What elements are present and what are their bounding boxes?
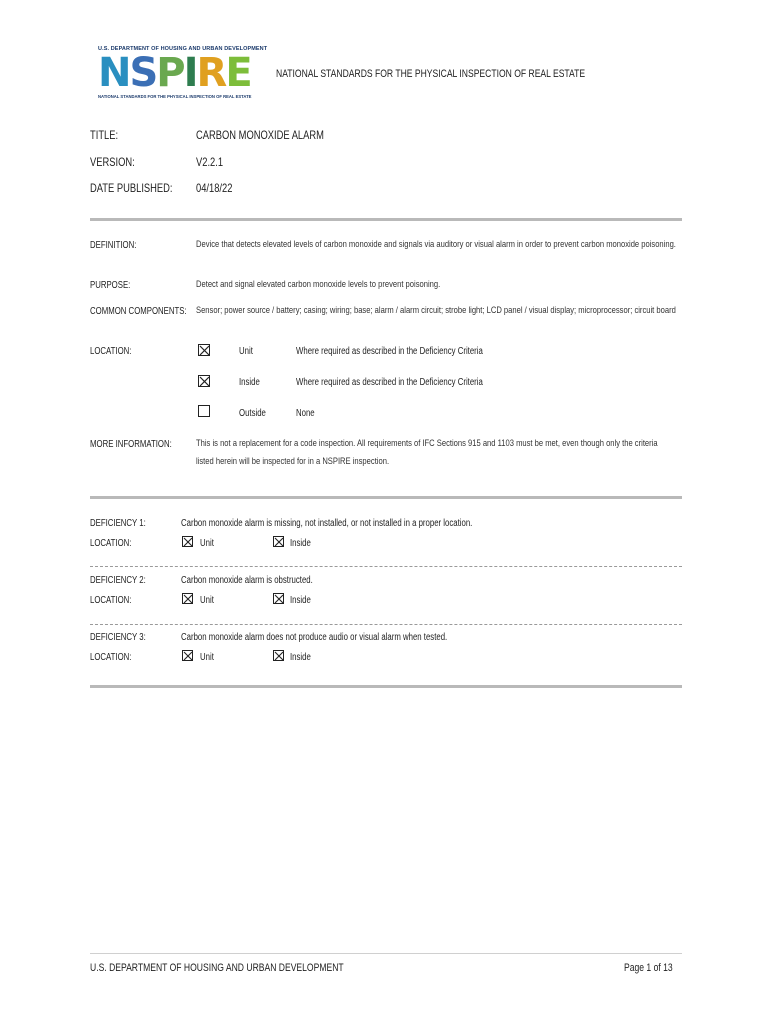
logo-letter-s: S — [129, 50, 157, 96]
logo-agency-text: U.S. DEPARTMENT OF HOUSING AND URBAN DEVELOPMENT — [98, 46, 268, 52]
location-unit-checkbox[interactable] — [198, 344, 210, 356]
location-outside-desc: None — [296, 408, 315, 419]
deficiency-3-location-label: LOCATION: — [90, 652, 132, 663]
logo-wordmark — [98, 50, 251, 96]
location-outside-checkbox[interactable] — [198, 405, 210, 417]
date-published-value: 04/18/22 — [196, 181, 233, 195]
deficiency-2-location-label: LOCATION: — [90, 595, 132, 606]
checked-x-icon — [274, 537, 285, 548]
deficiency-3-unit-label: Unit — [200, 652, 214, 663]
location-inside-desc: Where required as described in the Deficiency Criteria — [296, 377, 483, 388]
footer-agency: U.S. DEPARTMENT OF HOUSING AND URBAN DEVELOPMENT — [90, 962, 344, 974]
deficiency-divider — [90, 566, 682, 567]
footer-divider — [90, 953, 682, 954]
purpose-label: PURPOSE: — [90, 280, 131, 291]
document-header-title: NATIONAL STANDARDS FOR THE PHYSICAL INSPECTION OF REAL ESTATE — [275, 68, 585, 80]
deficiency-1-label: DEFICIENCY 1: — [90, 518, 146, 529]
location-unit-name: Unit — [239, 346, 253, 357]
deficiency-3-inside-label: Inside — [290, 652, 311, 663]
deficiency-1-unit-label: Unit — [200, 538, 214, 549]
logo-letter-p: P — [156, 50, 184, 96]
deficiency-3-unit-checkbox[interactable] — [182, 650, 193, 661]
logo-letter-n: N — [98, 50, 130, 96]
logo-letter-i: I — [183, 50, 197, 96]
deficiency-2-text: Carbon monoxide alarm is obstructed. — [181, 575, 313, 586]
location-inside-checkbox[interactable] — [198, 375, 210, 387]
more-info-text: This is not a replacement for a code inspection. All requirements of IFC Sections 915 and 1103 must be met, even though only the criteria listed herein will be inspected for in a NSPIRE inspection. — [196, 438, 658, 467]
definition-label: DEFINITION: — [90, 240, 137, 251]
deficiency-2-unit-label: Unit — [200, 595, 214, 606]
deficiency-1-location-label: LOCATION: — [90, 538, 132, 549]
title-value: CARBON MONOXIDE ALARM — [196, 128, 324, 142]
checked-x-icon — [199, 376, 211, 388]
components-label: COMMON COMPONENTS: — [90, 306, 187, 317]
deficiency-1-inside-checkbox[interactable] — [273, 536, 284, 547]
components-text: Sensor; power source / battery; casing; wiring; base; alarm / alarm circuit; strobe light; LCD panel / visual display; microprocessor; circuit board — [196, 305, 676, 316]
logo-letter-r: R — [196, 50, 226, 96]
deficiency-2-inside-label: Inside — [290, 595, 311, 606]
deficiency-1-unit-checkbox[interactable] — [182, 536, 193, 547]
purpose-text: Detect and signal elevated carbon monoxide levels to prevent poisoning. — [196, 279, 441, 290]
more-info-label: MORE INFORMATION: — [90, 439, 172, 450]
location-inside-name: Inside — [239, 377, 260, 388]
section-divider — [90, 685, 682, 688]
deficiency-3-text: Carbon monoxide alarm does not produce audio or visual alarm when tested. — [181, 632, 448, 643]
location-unit-desc: Where required as described in the Deficiency Criteria — [296, 346, 483, 357]
nspire-logo — [98, 46, 268, 104]
checked-x-icon — [183, 594, 194, 605]
checked-x-icon — [183, 651, 194, 662]
deficiency-divider — [90, 624, 682, 625]
deficiency-2-unit-checkbox[interactable] — [182, 593, 193, 604]
version-value: V2.2.1 — [196, 155, 224, 169]
checked-x-icon — [274, 594, 285, 605]
page-number: Page 1 of 13 — [624, 962, 673, 974]
location-outside-name: Outside — [239, 408, 266, 419]
deficiency-1-inside-label: Inside — [290, 538, 311, 549]
logo-subtitle-text: NATIONAL STANDARDS FOR THE PHYSICAL INSPECTION OF REAL ESTATE — [98, 94, 252, 99]
deficiency-1-text: Carbon monoxide alarm is missing, not installed, or not installed in a proper location. — [181, 518, 473, 529]
checked-x-icon — [183, 537, 194, 548]
deficiency-3-inside-checkbox[interactable] — [273, 650, 284, 661]
version-label: VERSION: — [90, 155, 135, 169]
location-label: LOCATION: — [90, 346, 132, 357]
deficiency-3-label: DEFICIENCY 3: — [90, 632, 146, 643]
checked-x-icon — [199, 345, 211, 357]
logo-letter-e: E — [225, 50, 251, 96]
deficiency-2-label: DEFICIENCY 2: — [90, 575, 146, 586]
section-divider — [90, 218, 682, 221]
date-published-label: DATE PUBLISHED: — [90, 181, 173, 195]
deficiency-2-inside-checkbox[interactable] — [273, 593, 284, 604]
title-label: TITLE: — [90, 128, 119, 142]
definition-text: Device that detects elevated levels of carbon monoxide and signals via auditory or visual alarm in order to prevent carbon monoxide poisoning. — [196, 239, 676, 250]
checked-x-icon — [274, 651, 285, 662]
section-divider — [90, 496, 682, 499]
